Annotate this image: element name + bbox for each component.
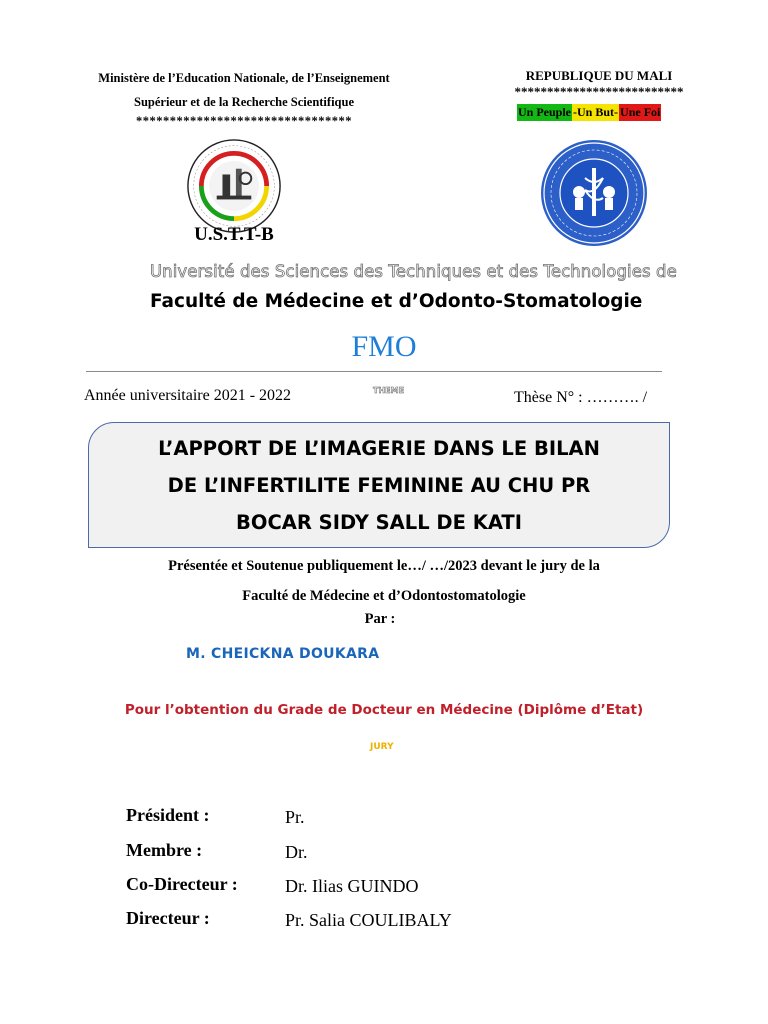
republic-label: REPUBLIQUE DU MALI	[525, 68, 673, 83]
jury-role-president: Président :	[126, 805, 210, 825]
degree-statement: Pour l’obtention du Grade de Docteur en Médecine (Diplôme d’Etat)	[124, 702, 644, 718]
title-line-2: DE L’INFERTILITE FEMININE AU CHU PR	[167, 474, 591, 497]
jury-person-member: Dr.	[285, 842, 308, 862]
jury-role-member: Membre :	[126, 840, 203, 860]
presentation-line-2: Faculté de Médecine et d’Odontostomatologie	[242, 588, 526, 604]
presentation-line-1: Présentée et Soutenue publiquement le…/ …/2023 devant le jury de la	[168, 558, 600, 574]
university-name: Université des Sciences des Techniques et des Technologies de	[150, 262, 677, 281]
republic-stars: **************************	[514, 84, 684, 99]
jury-person-director: Pr. Salia COULIBALY	[285, 910, 452, 930]
academic-year: Année universitaire 2021 - 2022	[84, 387, 292, 404]
usttb-logo-label: U.S.T.T-B	[194, 224, 274, 245]
title-line-3: BOCAR SIDY SALL DE KATI	[236, 511, 522, 534]
jury-person-co-director: Dr. Ilias GUINDO	[285, 876, 419, 896]
usttb-seal-icon	[186, 138, 282, 234]
divider	[86, 371, 662, 372]
national-motto	[517, 104, 661, 121]
fmos-seal-icon	[539, 138, 649, 248]
ministry-header	[60, 66, 428, 128]
theme-label: THEME	[373, 386, 405, 395]
ministry-line-1: Ministère de l’Education Nationale, de l’Enseignement	[98, 71, 390, 85]
republic-header	[508, 68, 690, 100]
ministry-stars: ********************************	[136, 114, 352, 128]
motto-part-1: Un Peuple	[518, 105, 572, 119]
faculty-name: Faculté de Médecine et d’Odonto-Stomatologie	[150, 291, 643, 312]
jury-label: JURY	[370, 742, 394, 752]
author-name: M. CHEICKNA DOUKARA	[186, 646, 380, 662]
title-line-1: L’APPORT DE L’IMAGERIE DANS LE BILAN	[158, 437, 600, 460]
thesis-title	[88, 430, 670, 541]
jury-role-director: Directeur :	[126, 908, 210, 928]
jury-role-co-director: Co-Directeur :	[126, 874, 238, 894]
motto-part-3: Une Foi	[620, 105, 661, 119]
presentation-text	[60, 551, 708, 611]
ministry-line-2: Supérieur et de la Recherche Scientifique	[134, 95, 354, 109]
jury-person-president: Pr.	[285, 807, 305, 827]
par-label: Par :	[364, 611, 396, 627]
faculty-acronym: FMO	[351, 330, 417, 363]
motto-part-2: -Un But-	[573, 105, 619, 119]
thesis-number: Thèse N° : ………. /	[514, 389, 648, 406]
